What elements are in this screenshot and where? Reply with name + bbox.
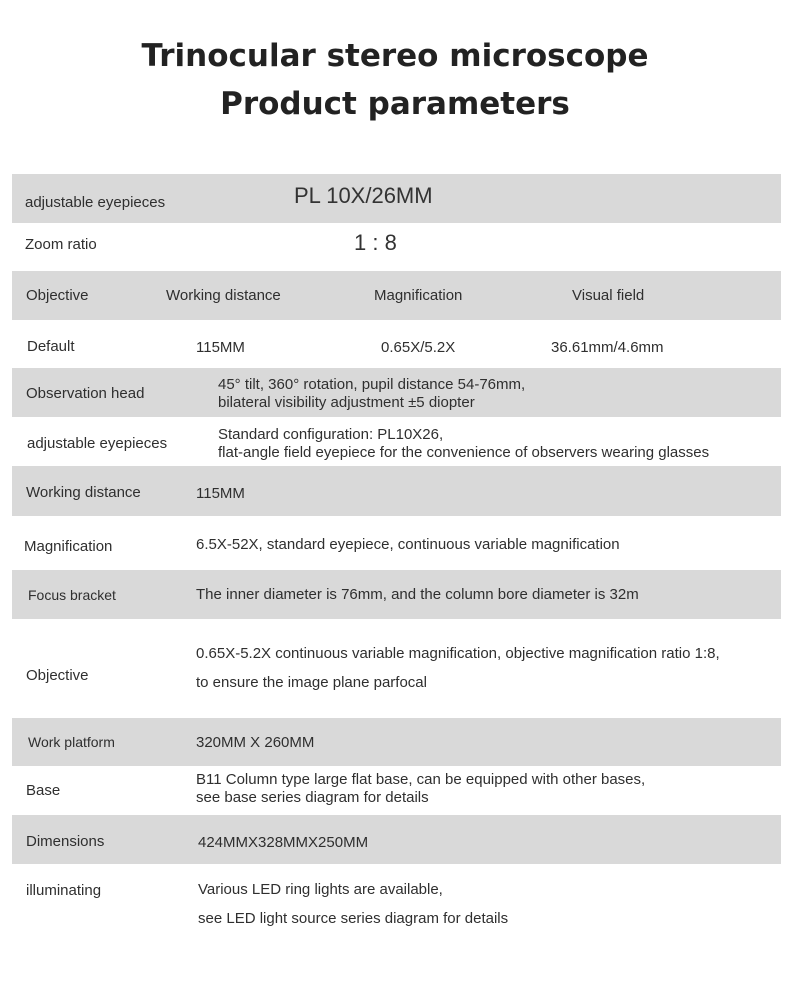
row-label: Working distance bbox=[26, 484, 141, 501]
default-working-distance: 115MM bbox=[196, 339, 245, 356]
page-subtitle: Product parameters bbox=[220, 86, 570, 122]
default-label: Default bbox=[27, 338, 75, 355]
row-base bbox=[12, 766, 781, 815]
row-label: adjustable eyepieces bbox=[25, 194, 166, 211]
value-line: to ensure the image plane parfocal bbox=[196, 674, 427, 691]
row-working-distance bbox=[12, 466, 781, 516]
row-label: Observation head bbox=[26, 385, 145, 402]
row-work-platform bbox=[12, 718, 781, 766]
row-label: illuminating bbox=[26, 882, 102, 899]
row-focus-bracket bbox=[12, 570, 781, 619]
row-label: Base bbox=[26, 782, 61, 799]
row-value: 320MM X 260MM bbox=[196, 734, 315, 751]
row-observation-head bbox=[12, 368, 781, 417]
row-value bbox=[196, 771, 645, 807]
value-line: B11 Column type large flat base, can be equipped with other bases, bbox=[196, 771, 646, 788]
row-value: The inner diameter is 76mm, and the column bore diameter is 32m bbox=[196, 586, 639, 603]
row-label: Dimensions bbox=[26, 833, 105, 850]
row-value: 115MM bbox=[196, 485, 245, 502]
row-magnification bbox=[12, 516, 781, 570]
default-visual-field: 36.61mm/4.6mm bbox=[551, 339, 664, 356]
row-eyepieces-top bbox=[12, 174, 781, 223]
value-line: 45° tilt, 360° rotation, pupil distance 54-76mm, bbox=[218, 376, 526, 393]
value-line: Standard configuration: PL10X26, bbox=[218, 426, 444, 443]
header-objective: Objective bbox=[26, 287, 89, 304]
header-visual-field: Visual field bbox=[572, 287, 645, 304]
value-line: see base series diagram for details bbox=[196, 789, 429, 806]
header-working-distance: Working distance bbox=[166, 287, 281, 304]
row-eyepieces bbox=[12, 417, 781, 466]
row-label: Work platform bbox=[28, 734, 115, 750]
value-line: bilateral visibility adjustment ±5 diopter bbox=[218, 394, 475, 411]
row-label: Objective bbox=[26, 667, 89, 684]
row-objective bbox=[12, 619, 781, 718]
value-line: Various LED ring lights are available, bbox=[198, 881, 443, 898]
page-title: Trinocular stereo microscope bbox=[141, 38, 649, 74]
row-default bbox=[12, 320, 781, 368]
row-label: adjustable eyepieces bbox=[27, 435, 168, 452]
value-line: 0.65X-5.2X continuous variable magnification, objective magnification ratio 1:8, bbox=[196, 645, 720, 662]
header-magnification: Magnification bbox=[374, 287, 463, 304]
row-illuminating bbox=[12, 864, 781, 944]
value-line: flat-angle field eyepiece for the convenience of observers wearing glasses bbox=[218, 444, 710, 461]
row-value: 6.5X-52X, standard eyepiece, continuous variable magnification bbox=[196, 536, 620, 553]
row-value: 1 : 8 bbox=[354, 230, 397, 255]
row-dimensions bbox=[12, 815, 781, 864]
row-value bbox=[218, 426, 709, 462]
row-zoom-ratio bbox=[12, 223, 781, 271]
row-label: Focus bracket bbox=[28, 587, 116, 603]
row-value: PL 10X/26MM bbox=[294, 183, 433, 208]
default-magnification: 0.65X/5.2X bbox=[381, 339, 456, 356]
row-objective-header bbox=[12, 271, 781, 320]
row-value bbox=[218, 376, 525, 412]
row-label: Magnification bbox=[24, 538, 113, 555]
row-value: 424MMX328MMX250MM bbox=[198, 834, 369, 851]
row-label: Zoom ratio bbox=[25, 236, 97, 253]
value-line: see LED light source series diagram for details bbox=[198, 910, 509, 927]
